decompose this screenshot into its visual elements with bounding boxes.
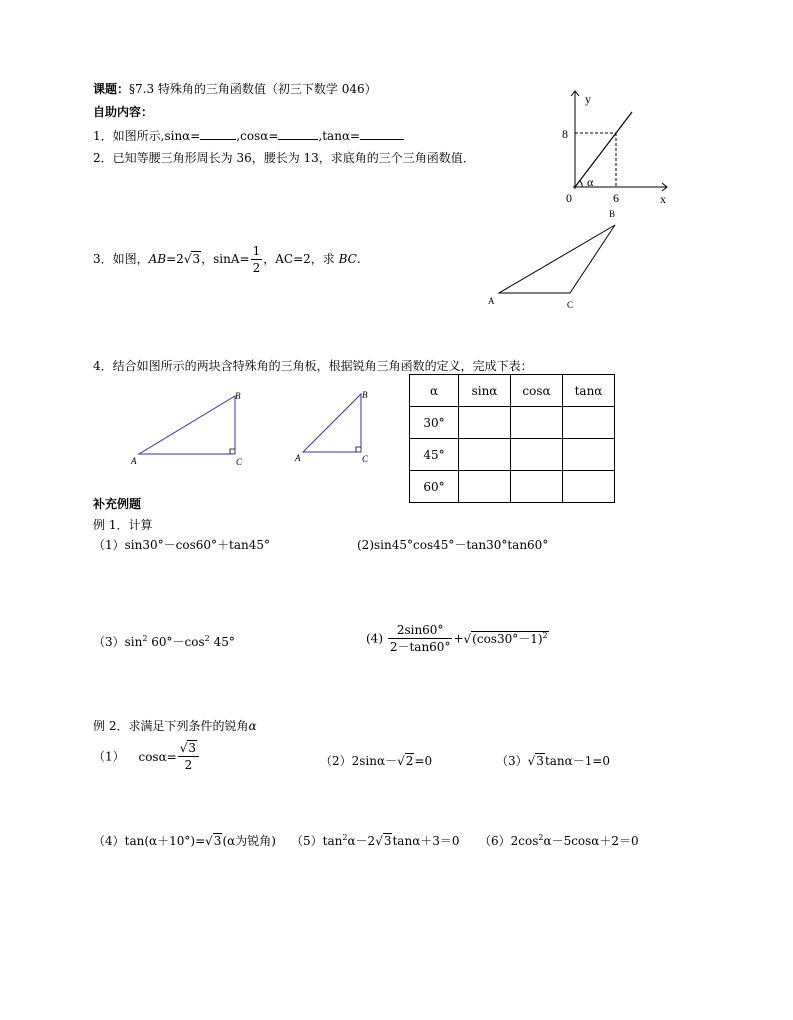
answer-cell[interactable] <box>511 439 563 471</box>
ex2-p6-end: α－5cosα＋2＝0 <box>543 834 639 848</box>
p4-rad: (cos30°－1) <box>472 632 543 646</box>
lesson-title-text: §7.3 特殊角的三角函数值（初三下数学 046） <box>129 82 377 96</box>
q3-frac-den: 2 <box>252 261 261 275</box>
q3-sqrt: √3 <box>183 252 201 266</box>
y-tick-label: 8 <box>562 127 568 141</box>
p4-den: 2－tan60° <box>389 640 451 654</box>
row-angle: 30° <box>410 407 459 439</box>
ex2-p5-end: tanα＋3＝0 <box>392 834 460 848</box>
ex2-p5-rad: 3 <box>383 834 392 848</box>
q1-sin-label: 1．如图所示,sinα= <box>93 129 201 143</box>
q3-eq: =2 <box>166 252 184 266</box>
question-4: 4．结合如图所示的两块含特殊角的三角板，根据锐角三角函数的定义，完成下表： <box>93 359 533 373</box>
left-vertex-c: C <box>236 457 243 467</box>
ex2-title-alpha: α <box>248 719 257 733</box>
table-row <box>410 471 615 503</box>
right-vertex-a: A <box>295 453 301 463</box>
example-2-part-2 <box>320 752 432 769</box>
triangle-45-shape <box>303 394 361 452</box>
example-1-part-1: （1）sin30°－cos60°＋tan45° <box>93 538 270 552</box>
q3-frac-num: 1 <box>252 244 261 258</box>
ex2-p2-prefix: （2）2sinα－ <box>320 754 398 768</box>
ex2-p2-sqrt: √2 <box>397 754 414 768</box>
self-study-heading: 自助内容： <box>93 105 154 119</box>
triangle-30-60-shape <box>139 396 235 454</box>
example-2-part-5 <box>291 832 460 849</box>
q3-ab: AB <box>148 252 167 266</box>
example-2-part-3 <box>496 752 610 769</box>
ex2-p2-rad: 2 <box>405 754 414 768</box>
q1-tan-label: ,tanα= <box>318 129 361 143</box>
p4-num: 2sin60° <box>388 622 453 639</box>
ex2-p4-prefix: （4）tan(α＋10°)= <box>93 834 206 848</box>
q1-tan-blank[interactable] <box>360 128 404 140</box>
left-vertex-b: B <box>235 391 241 401</box>
q1-sin-blank[interactable] <box>200 128 236 140</box>
answer-cell[interactable] <box>459 439 511 471</box>
answer-cell[interactable] <box>563 407 615 439</box>
triangle-45 <box>292 388 382 468</box>
ex2-p1-cos: cosα= <box>138 749 177 764</box>
p4-plus: + <box>453 631 464 646</box>
origin-label: 0 <box>566 191 572 205</box>
example-1-part-2: (2)sin45°cos45°－tan30°tan60° <box>357 538 549 552</box>
ex2-p1-den: 2 <box>184 758 193 772</box>
q3-sin-label: ，sinA= <box>201 252 250 266</box>
lesson-label: 课题： <box>93 82 130 96</box>
header-alpha: α <box>410 375 459 407</box>
header-tan: tanα <box>563 375 615 407</box>
lesson-title <box>93 80 377 97</box>
q3-vertex-b: B <box>609 209 616 219</box>
ex2-p5-sup: 2 <box>342 833 348 842</box>
right-vertex-b: B <box>362 390 368 400</box>
supplement-heading: 补充例题 <box>93 497 142 511</box>
trig-table <box>409 374 615 503</box>
q3-ac-val: =2，求 <box>293 252 339 266</box>
question-3 <box>93 243 361 276</box>
ex2-p3-sqrt: √3 <box>527 754 544 768</box>
row-angle: 60° <box>410 471 459 503</box>
p3-mid: 60°－cos <box>147 635 205 649</box>
angle-label: α <box>587 175 594 189</box>
ex2-p5-sqrt: √3 <box>375 834 392 848</box>
q1-cos-label: ,cosα= <box>236 129 279 143</box>
q3-vertex-c: C <box>567 300 574 310</box>
question-2: 2．已知等腰三角形周长为 36，腰长为 13，求底角的三个三角函数值． <box>93 151 475 165</box>
triangle-q3-shape <box>499 225 615 293</box>
triangle-30-60 <box>128 388 250 468</box>
example-1-title: 例 1．计算 <box>93 518 153 532</box>
ex2-p3-end: tanα－1=0 <box>544 754 611 768</box>
answer-cell[interactable] <box>459 471 511 503</box>
answer-cell[interactable] <box>563 471 615 503</box>
y-label: y <box>585 92 591 106</box>
angle-arc <box>580 181 582 187</box>
ex2-p6-sup: 2 <box>538 833 544 842</box>
ex2-p4-sqrt: √3 <box>205 834 222 848</box>
example-2-part-6 <box>479 832 639 849</box>
ex2-p5-mid: α－2 <box>347 834 376 848</box>
ex2-p1-prefix: （1） <box>93 749 125 764</box>
x-tick-label: 6 <box>613 191 619 205</box>
ex2-title-prefix: 例 2．求满足下列条件的锐角 <box>93 719 249 733</box>
ex2-p2-end: =0 <box>414 754 433 768</box>
ex2-p6-prefix: （6）2cos <box>479 834 539 848</box>
row-angle: 45° <box>410 439 459 471</box>
answer-cell[interactable] <box>563 439 615 471</box>
ray-line <box>575 112 632 187</box>
question-1 <box>93 127 404 144</box>
ex2-p3-rad: 3 <box>536 754 544 768</box>
q3-bc: BC <box>338 252 357 266</box>
q3-prefix: 3．如图， <box>93 252 149 266</box>
p3-sup2: 2 <box>204 634 210 643</box>
answer-cell[interactable] <box>511 471 563 503</box>
right-angle-mark <box>230 449 235 454</box>
ex2-p5-prefix: （5）tan <box>291 834 343 848</box>
p3-sup1: 2 <box>142 634 148 643</box>
coordinate-graph <box>555 85 675 210</box>
p4-sup: 2 <box>542 631 548 640</box>
q3-end: . <box>356 252 361 266</box>
left-vertex-a: A <box>131 456 137 466</box>
right-angle-mark <box>356 447 361 452</box>
p4-fraction <box>388 622 453 655</box>
ex2-p4-rad: 3 <box>213 834 222 848</box>
p4-sqrt: $√(\cos 30^\circ-1)^2$ <box>463 631 548 646</box>
example-2-title <box>93 717 257 734</box>
example-2-part-4 <box>93 832 276 849</box>
example-1-part-3 <box>93 633 235 650</box>
right-vertex-c: C <box>362 454 369 464</box>
p3-prefix: （3）sin <box>93 635 143 649</box>
q1-cos-blank[interactable] <box>278 128 318 140</box>
ex2-p1-fraction <box>178 740 199 773</box>
ex2-p4-end: (α为锐角) <box>222 834 276 848</box>
example-2-part-1 <box>93 740 200 773</box>
q3-fraction <box>251 243 263 276</box>
ex2-p1-num: √3 <box>178 740 199 757</box>
q3-vertex-a: A <box>488 296 495 306</box>
triangle-q3 <box>484 205 624 313</box>
q3-sqrt-arg: 3 <box>192 252 201 266</box>
answer-cell[interactable] <box>459 407 511 439</box>
example-1-part-4 <box>366 622 549 655</box>
ex2-p3-prefix: （3） <box>496 754 528 768</box>
header-cos: cosα <box>511 375 563 407</box>
table-header-row <box>410 375 615 407</box>
x-label: x <box>660 192 666 206</box>
ex2-p1-num-rad: 3 <box>188 741 197 755</box>
answer-cell[interactable] <box>511 407 563 439</box>
table-row <box>410 407 615 439</box>
p4-prefix: (4) <box>366 631 383 646</box>
table-row <box>410 439 615 471</box>
header-sin: sinα <box>459 375 511 407</box>
q3-ac-prefix: ，AC <box>263 252 294 266</box>
p3-end: 45° <box>209 635 235 649</box>
